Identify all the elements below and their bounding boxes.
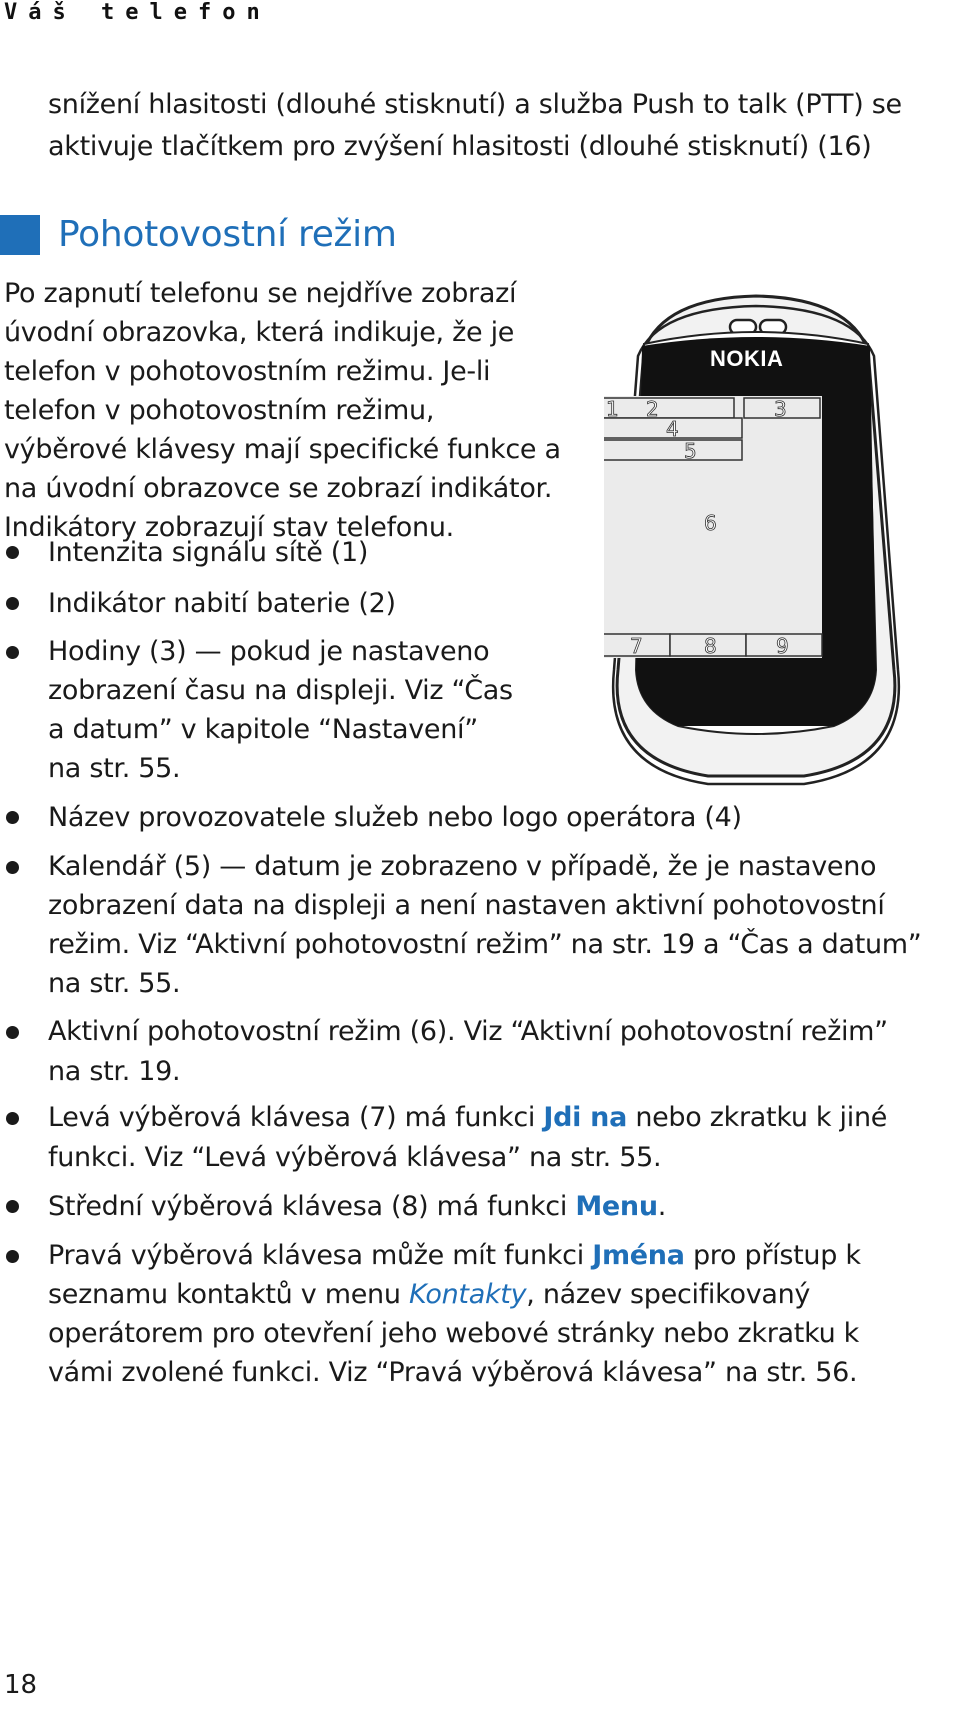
screen-label-8: 8 (704, 634, 717, 658)
softkey-label: Jdi na (543, 1102, 628, 1133)
screen-label-7: 7 (630, 634, 643, 658)
running-head: Váš telefon (4, 0, 271, 25)
screen-label-9: 9 (776, 634, 789, 658)
bullet-icon (6, 861, 19, 874)
bullet-icon (6, 1026, 19, 1039)
bullet-icon (6, 1200, 19, 1213)
heading-square-icon (0, 215, 40, 255)
page-number: 18 (4, 1670, 38, 1700)
section-title: Pohotovostní režim (58, 213, 397, 255)
section-paragraph: Po zapnutí telefonu se nejdříve zobrazí úvodní obrazovka, která indikuje, že je telefon v pohotovostním režimu. Je-li telefon v pohotovostním režimu, výběrové klávesy mají specifické funkce a na úvodní obrazovce se zobrazí indikátor. Indikátory zobrazují stav telefonu. (4, 278, 561, 543)
softkey-label: Jména (592, 1240, 685, 1271)
section-heading (0, 212, 397, 256)
menu-name: Kontakty (408, 1279, 527, 1310)
softkey-label: Menu (575, 1191, 658, 1222)
list-item-text-part: nebo zkratku k jiné funkci. Viz “Levá výběrová klávesa” na str. 55. (48, 1102, 888, 1173)
screen-label-4: 4 (666, 417, 679, 441)
bullet-icon (6, 1112, 19, 1125)
screen-label-5: 5 (684, 439, 697, 463)
bullet-icon (6, 1250, 19, 1263)
list-item-text: Kalendář (5) — datum je zobrazeno v případě, že je nastaveno zobrazení data na displeji a není nastaven aktivní pohotovostní režim. Viz “Aktivní pohotovostní režim” na str. 19 a “Čas a datum” na str. 55. (48, 851, 922, 999)
list-item-text (48, 1186, 928, 1228)
intro-text: snížení hlasitosti (dlouhé stisknutí) a služba Push to talk (PTT) se aktivuje tlačítkem pro zvýšení hlasitosti (dlouhé stisknutí) (16) (48, 89, 902, 162)
list-item-text: Název provozovatele služeb nebo logo operátora (4) (48, 802, 742, 833)
list-item-text (48, 1236, 888, 1392)
bullet-icon (6, 811, 19, 824)
list-item-text-part: Střední výběrová klávesa (8) má funkci (48, 1191, 576, 1222)
phone-illustration (604, 290, 908, 790)
list-item-text-part: Pravá výběrová klávesa může mít funkci (48, 1240, 593, 1271)
bullet-icon (6, 646, 19, 659)
list-item-text: Intenzita signálu sítě (1) (48, 537, 369, 568)
screen-label-2: 2 (646, 397, 659, 421)
list-item-text (48, 1098, 943, 1178)
list-item-text-part: Levá výběrová klávesa (7) má funkci (48, 1102, 544, 1133)
bullet-icon (6, 546, 19, 559)
list-item-text-part: pro přístup k seznamu kontaktů v menu (48, 1240, 861, 1310)
bullet-icon (6, 597, 19, 610)
list-item-text: Indikátor nabití baterie (2) (48, 588, 396, 619)
list-item-text: Aktivní pohotovostní režim (6). Viz “Aktivní pohotovostní režim” na str. 19. (48, 1016, 888, 1087)
phone-brand: NOKIA (710, 346, 784, 371)
screen-label-3: 3 (774, 397, 787, 421)
screen-label-1: 1 (606, 397, 619, 421)
list-item-text: Hodiny (3) — pokud je nastaveno zobrazení času na displeji. Viz “Čas a datum” v kapitole “Nastavení” na str. 55. (48, 636, 513, 784)
list-item-text-part: . (657, 1191, 667, 1222)
list-item-text-part: , název specifikovaný operátorem pro otevření jeho webové stránky nebo zkratku k vámi zvolené funkci. Viz “Pravá výběrová klávesa” na str. 56. (48, 1279, 860, 1388)
screen-label-6: 6 (704, 511, 717, 535)
